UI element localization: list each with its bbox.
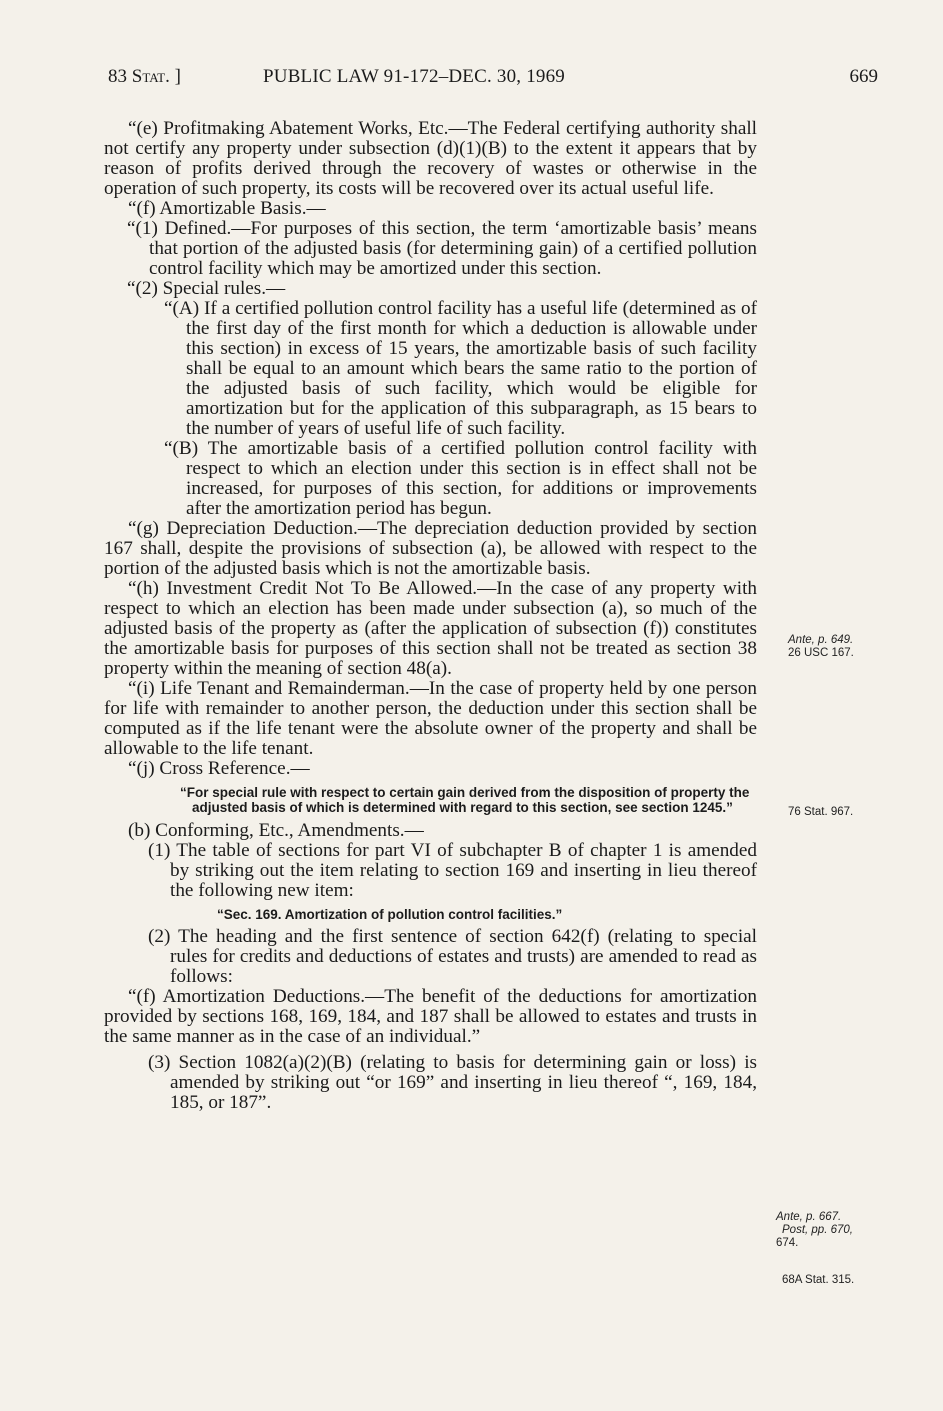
page-number: 669 — [849, 66, 878, 87]
paragraph-g: “(g) Depreciation Deduction.—The depreciation deduction provided by section 167 shall, despite the provisions of subsection (a), be allowed with respect to the portion of the adjusted basis which is not the amortizable basis. — [104, 518, 757, 579]
margin-note-ante-667 — [776, 1211, 853, 1250]
margin-note-68a-stat — [782, 1274, 854, 1287]
main-text — [104, 119, 757, 1113]
paragraph-e: “(e) Profitmaking Abatement Works, Etc.—The Federal certifying authority shall not certify any property under subsection (d)(1)(B) to the extent it appears that by reason of profits derived through the recovery of wastes or otherwise in the operation of such property, its costs will be recovered over its actual useful life. — [104, 118, 757, 199]
paragraph-f1: “(1) Defined.—For purposes of this section, the term ‘amortizable basis’ means that portion of the adjusted basis (for determining gain) of a certified pollution control facility which may be amortized under this section. — [127, 218, 757, 279]
paragraph-b2: (2) The heading and the first sentence of section 642(f) (relating to special rules for credits and deductions of estates and trusts) are amended to read as follows: — [148, 926, 757, 987]
new-section-item: “Sec. 169. Amortization of pollution control facilities.” — [217, 907, 563, 922]
margin-note-line: 76 Stat. 967. — [788, 806, 854, 818]
paragraph-f2-heading: “(2) Special rules.— — [127, 278, 286, 299]
paragraph-f2a: “(A) If a certified pollution control facility has a useful life (determined as of the first day of the first month for which a deduction is allowable under this section) in excess of 15 years, the amortizable basis of such facility shall be equal to an amount which bears the same ratio to the portion of the adjusted basis of such facility, which would be eligible for amortization but for the application of this subparagraph, as 15 bears to the number of years of useful life of such facility. — [164, 298, 757, 439]
law-title: PUBLIC LAW 91-172–DEC. 30, 1969 — [263, 66, 565, 87]
margin-note-line: Ante, p. 667. — [776, 1211, 842, 1223]
margin-note-line: 26 USC 167. — [788, 647, 854, 659]
page-header — [108, 66, 878, 96]
cross-reference-note: “For special rule with respect to certain gain derived from the disposition of property the adjusted basis of which is determined with regard to this section, see section 1245.” — [180, 785, 750, 815]
margin-note-line: 674. — [776, 1237, 799, 1249]
statute-reference: 83 Stat. ] — [108, 66, 181, 87]
paragraph-b-heading: (b) Conforming, Etc., Amendments.— — [128, 820, 424, 841]
margin-note-line: Ante, p. 649. — [788, 634, 854, 646]
paragraph-b2-f: “(f) Amortization Deductions.—The benefit of the deductions for amortization provided by sections 168, 169, 184, and 187 shall be allowed to estates and trusts in the same manner as in the case of an individual.” — [104, 986, 757, 1047]
paragraph-i: “(i) Life Tenant and Remainderman.—In the case of property held by one person for life with remainder to another person, the deduction under this section shall be computed as if the life tenant were the absolute owner of the property and shall be allowable to the life tenant. — [104, 678, 757, 759]
margin-note-line: 68A Stat. 315. — [782, 1274, 855, 1286]
margin-note-ante-649 — [788, 634, 854, 660]
margin-note-line: Post, pp. 670, — [782, 1224, 853, 1236]
paragraph-b3: (3) Section 1082(a)(2)(B) (relating to basis for determining gain or loss) is amended by striking out “or 169” and inserting in lieu thereof “, 169, 184, 185, or 187”. — [148, 1052, 757, 1113]
paragraph-f2b: “(B) The amortizable basis of a certified pollution control facility with respect to which an election under this section is in effect shall not be increased, for purposes of this section, for additions or improvements after the amortization period has begun. — [164, 438, 757, 519]
margin-note-76-stat — [788, 806, 853, 819]
paragraph-b1: (1) The table of sections for part VI of subchapter B of chapter 1 is amended by striking out the item relating to section 169 and inserting in lieu thereof the following new item: — [148, 840, 757, 901]
paragraph-h: “(h) Investment Credit Not To Be Allowed.—In the case of any property with respect to which an election has been made under subsection (a), so much of the adjusted basis of the property as (after the application of subsection (f)) constitutes the amortizable basis for purposes of this section shall not be treated as section 38 property within the meaning of section 48(a). — [104, 578, 757, 679]
paragraph-f-heading: “(f) Amortizable Basis.— — [128, 198, 326, 219]
paragraph-j-heading: “(j) Cross Reference.— — [128, 758, 310, 779]
